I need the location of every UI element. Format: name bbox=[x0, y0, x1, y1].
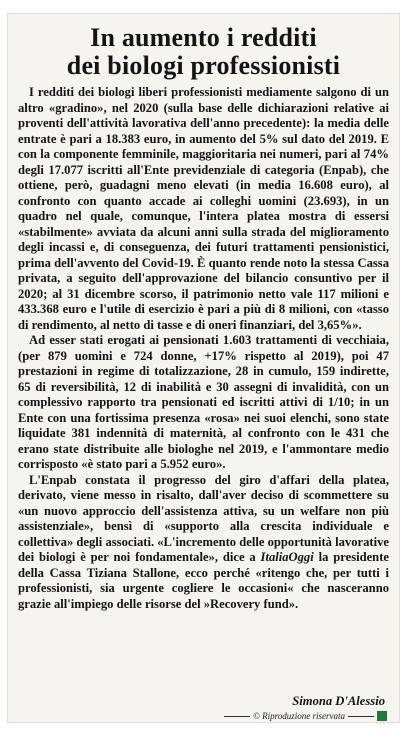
paragraph-3-start: L'Enpab constata il progresso del giro d'affari della platea, derivato, viene messo in risalto, dall'aver deciso di scommettere su «un nuovo approccio dell'assistenza attiva, su un welfare non più assistenziale», bensì di «supporto alla crescita individuale e collettiva» degli associati. «L'incremento delle opportunità lavorative dei biologi è per noi fondamentale», dice a bbox=[18, 472, 389, 564]
paragraph-1: I redditi dei biologi liberi professionisti mediamente salgono di un altro «gradino», nel 2020 (sulla base delle dichiarazioni relative ai proventi dell'attività lavorativa dell'anno precedente): la media delle entrate è pari a 18.383 euro, in aumento del 5% sul dato del 2019. E con la componente femminile, maggioritaria nei numeri, pari al 74% degli 17.077 iscritti all'Ente previdenziale di categoria (Enpab), che ottiene, però, guadagni meno elevati (in media 16.608 euro), al confronto con quanto accade ai colleghi uomini (23.693), in un quadro nel quale, comunque, l'intera platea mostra di essersi «stabilmente» avviata da alcuni anni sulla strada del miglioramento degli incassi e, di conseguenza, dei futuri trattamenti pensionistici, prima dell'avvento del Covid-19. È quanto rende noto la stessa Cassa privata, a seguito dell'approvazione del bilancio consuntivo per il 2020; al 31 dicembre scorso, il patrimonio netto vale 117 milioni e 433.368 euro e l'utile di esercizio è pari a più di 8 milioni, con «tasso di rendimento, al netto di tasse e di oneri finanziari, del 3,65%». bbox=[18, 85, 389, 332]
article-headline bbox=[8, 14, 399, 80]
headline-line-1: In aumento i redditi bbox=[90, 23, 317, 52]
article-body bbox=[18, 85, 389, 612]
article-clipping bbox=[8, 14, 399, 722]
green-square-icon bbox=[377, 711, 387, 721]
rights-rule bbox=[224, 716, 250, 717]
author-signature: Simona D'Alessio bbox=[292, 694, 385, 708]
paragraph-2: Ad esser stati erogati ai pensionati 1.603 trattamenti di vecchiaia, (per 879 uomini e 724 donne, +17% rispetto al 2019), poi 47 prestazioni in regime di totalizzazione, 28 in cumulo, 159 indirette, 65 di reversibilità, 12 di inabilità e 30 assegni di invalidità, con un complessivo rapporto tra pensionati ed iscritti attivi di 1/10; in un Ente con una fortissima presenza «rosa» nei suoi elenchi, sono state liquidate 381 indennità di maternità, al confronto con le 431 che erano state distribuite alle biologhe nel 2019, e l'ammontare medio corrisposto «è stato pari a 5.952 euro». bbox=[18, 333, 389, 471]
paragraph-3-end: la presidente della Cassa Tiziana Stallone, ecco perché «ritengo che, per tutti i professionisti, sia urgente cogliere le occasioni« che nasceranno grazie all'impiego delle risorse del »Recovery fund». bbox=[18, 550, 389, 611]
rights-notice bbox=[224, 711, 387, 721]
rights-text: © Riproduzione riservata bbox=[253, 711, 345, 721]
paragraph-3 bbox=[18, 473, 389, 613]
rights-rule-right bbox=[348, 716, 374, 717]
headline-line-2: dei biologi professionisti bbox=[66, 51, 341, 80]
source-name: ItaliaOggi bbox=[260, 550, 314, 564]
